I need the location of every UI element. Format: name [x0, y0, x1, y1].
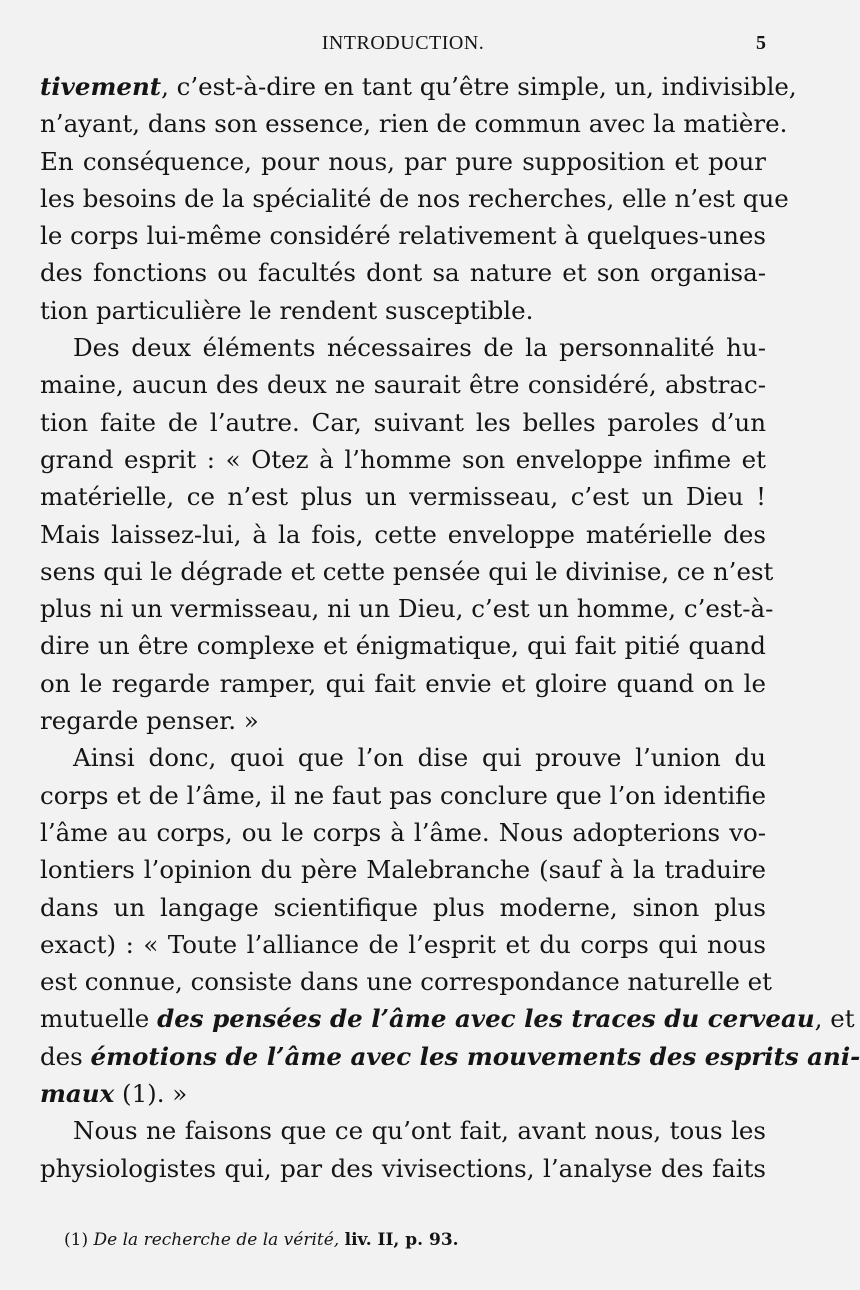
italic-span: émotions de l’âme avec les mouvements des esprits ani- — [90, 1041, 860, 1071]
text-line — [40, 404, 766, 441]
body-text — [40, 68, 860, 1187]
footnote-title: De la recherche de la vérité, — [93, 1230, 340, 1250]
page-number: 5 — [756, 32, 766, 54]
text-line — [40, 553, 774, 590]
text-span: dans un langage scientifique plus moderne, sinon plus — [40, 892, 766, 922]
text-span: (1). » — [114, 1079, 188, 1109]
text-line — [40, 851, 766, 888]
text-span: , et — [814, 1004, 855, 1034]
text-line — [40, 1075, 766, 1112]
text-line — [40, 516, 766, 553]
text-line — [40, 814, 766, 851]
text-line — [40, 889, 766, 926]
footnote-marker: (1) — [64, 1230, 89, 1250]
text-span: tion faite de l’autre. Car, suivant les belles paroles d’un — [40, 407, 766, 437]
text-line — [40, 68, 797, 105]
text-line — [40, 292, 766, 329]
text-span: grand esprit : « Otez à l’homme son enveloppe infime et — [40, 444, 766, 474]
text-span: l’âme au corps, ou le corps à l’âme. Nous adopterions vo- — [40, 817, 766, 847]
text-span: mutuelle — [40, 1004, 158, 1034]
text-span: les besoins de la spécialité de nos recherches, elle n’est que — [40, 183, 789, 213]
text-span: le corps lui-même considéré relativement à quelques-unes — [40, 221, 766, 251]
text-span: Ainsi donc, quoi que l’on dise qui prouve l’union du — [73, 743, 766, 773]
text-span: Nous ne faisons que ce qu’ont fait, avant nous, tous les — [73, 1116, 766, 1146]
text-span: lontiers l’opinion du père Malebranche (sauf à la traduire — [40, 855, 766, 885]
text-span: Mais laissez-lui, à la fois, cette enveloppe matérielle des — [40, 519, 766, 549]
footnote-reference: liv. II, p. 93. — [344, 1230, 459, 1250]
text-line — [40, 1000, 855, 1037]
italic-span: des pensées de l’âme avec les traces du cerveau — [157, 1004, 815, 1034]
text-span: plus ni un vermisseau, ni un Dieu, c’est un homme, c’est-à- — [40, 594, 774, 624]
text-line — [40, 441, 766, 478]
text-line — [40, 739, 766, 776]
text-span: dire un être complexe et énigmatique, qui fait pitié quand — [40, 631, 766, 661]
text-line — [40, 777, 766, 814]
text-span: exact) : « Toute l’alliance de l’esprit et du corps qui nous — [40, 929, 766, 959]
page-header — [40, 28, 766, 62]
text-line — [40, 478, 766, 515]
text-line — [40, 366, 766, 403]
text-span: matérielle, ce n’est plus un vermisseau, c’est un Dieu ! — [40, 482, 766, 512]
text-span: des — [40, 1041, 91, 1071]
text-line — [40, 254, 766, 291]
text-line — [40, 1112, 766, 1149]
text-span: physiologistes qui, par des vivisections, l’analyse des faits — [40, 1153, 766, 1183]
text-line — [40, 1150, 766, 1187]
text-span: n’ayant, dans son essence, rien de commun avec la matière. — [40, 109, 788, 139]
text-span: Des deux éléments nécessaires de la personnalité hu- — [73, 333, 766, 363]
text-line — [40, 926, 766, 963]
italic-span: maux — [40, 1079, 115, 1109]
text-span: regarde penser. » — [40, 706, 259, 736]
text-line — [40, 105, 788, 142]
text-line — [40, 665, 766, 702]
text-span: maine, aucun des deux ne saurait être considéré, abstrac- — [40, 370, 766, 400]
text-span: , c’est-à-dire en tant qu’être simple, un, indivisible, — [161, 72, 797, 101]
text-span: on le regarde ramper, qui fait envie et gloire quand on le — [40, 668, 766, 698]
italic-span: tivement — [40, 72, 162, 101]
text-span: corps et de l’âme, il ne faut pas conclure que l’on identifie — [40, 780, 766, 810]
text-line — [40, 143, 766, 180]
text-span: est connue, consiste dans une correspondance naturelle et — [40, 967, 773, 997]
text-line — [40, 1038, 860, 1075]
text-line — [40, 590, 774, 627]
text-span: En conséquence, pour nous, par pure supposition et pour — [40, 146, 766, 176]
text-span: tion particulière le rendent susceptible. — [40, 295, 534, 325]
text-span: sens qui le dégrade et cette pensée qui le divinise, ce n’est — [40, 556, 774, 586]
text-line — [40, 329, 766, 366]
text-line — [40, 627, 766, 664]
text-line — [40, 180, 789, 217]
text-line — [40, 963, 773, 1000]
text-line — [40, 702, 766, 739]
running-title: INTRODUCTION. — [321, 32, 485, 54]
footnote — [64, 1228, 764, 1252]
text-span: des fonctions ou facultés dont sa nature et son organisa- — [40, 258, 766, 288]
text-line — [40, 217, 766, 254]
